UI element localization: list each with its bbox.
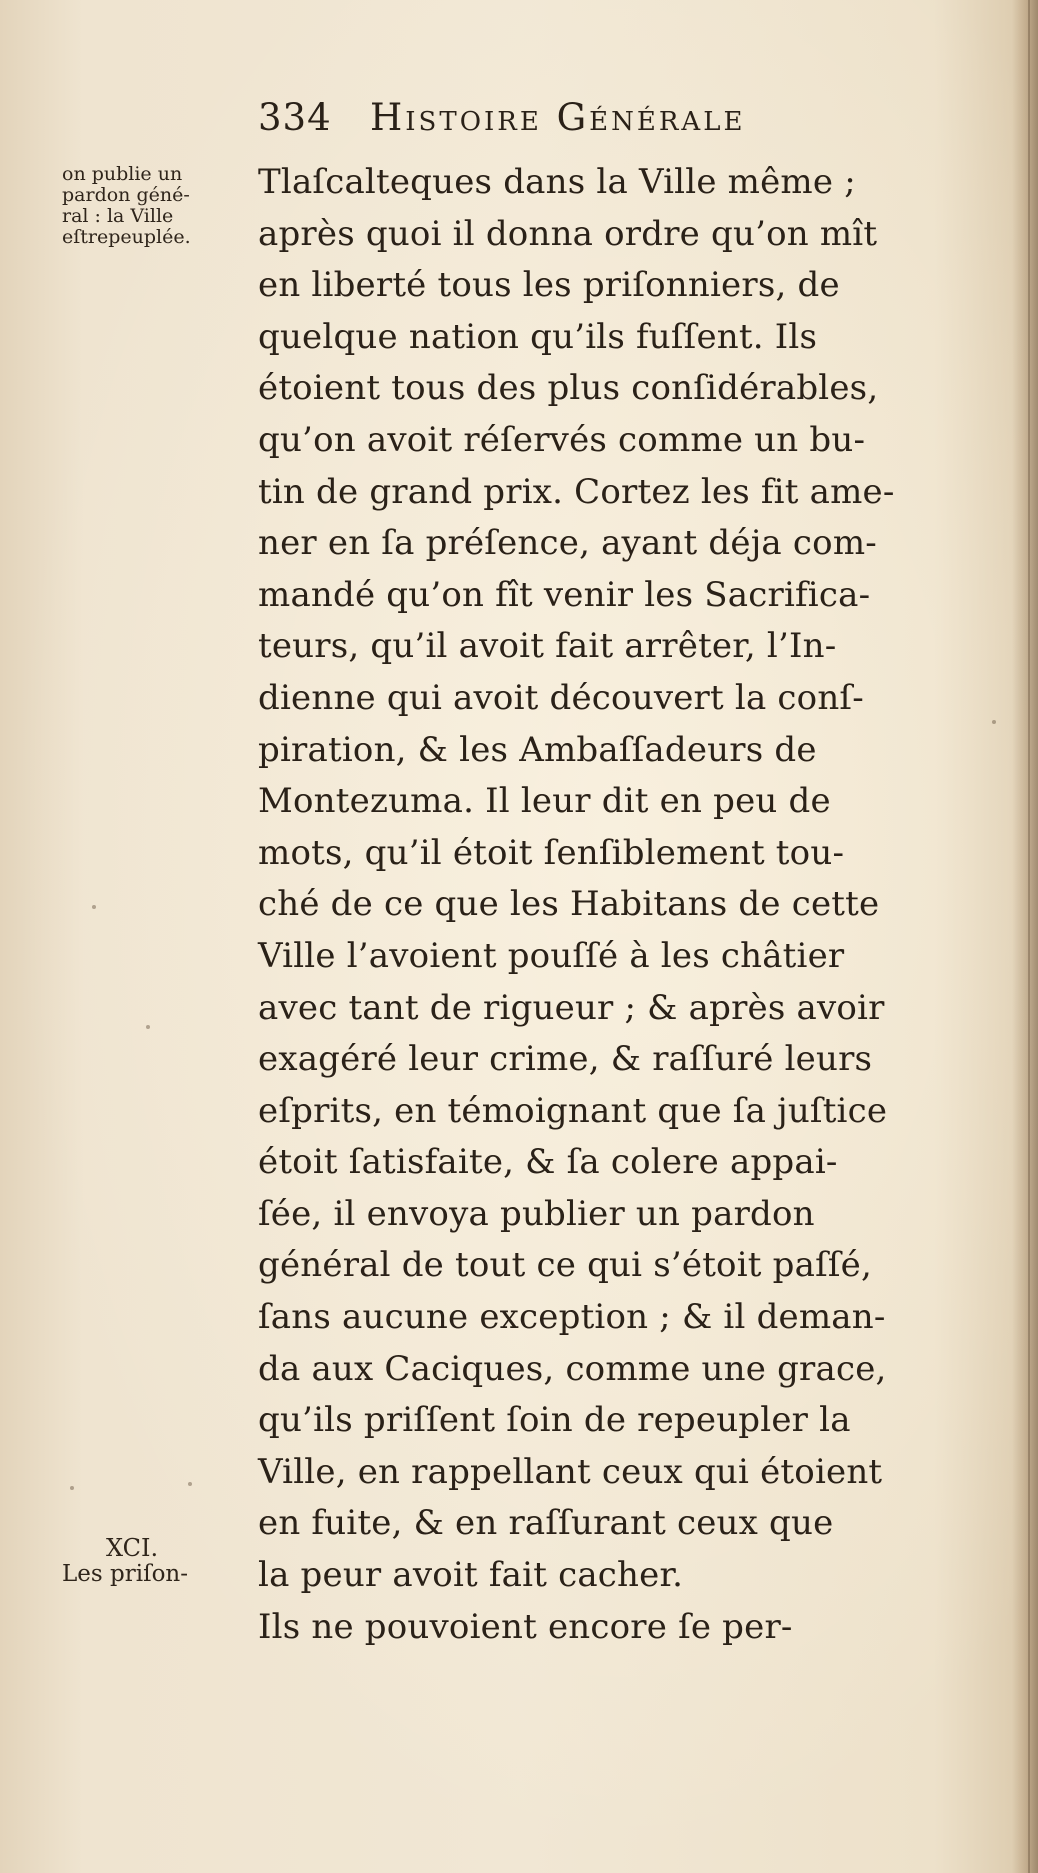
text-line: avec tant de rigueur ; & après avoir <box>258 987 885 1028</box>
paper-speck <box>188 1482 192 1486</box>
paper-speck <box>146 1025 150 1029</box>
page-number: 334 <box>258 96 332 139</box>
page-edge-line <box>1028 0 1030 1873</box>
text-line: qu’ils priſſent ſoin de repeupler la <box>258 1400 851 1441</box>
text-line: teurs, qu’il avoit fait arrêter, l’In- <box>258 626 837 667</box>
text-line: général de tout ce qui s’étoit paſſé, <box>258 1245 873 1286</box>
text-line: exagéré leur crime, & raſſuré leurs <box>258 1039 873 1080</box>
text-line: en fuite, & en raſſurant ceux que <box>258 1503 834 1544</box>
text-line: quelque nation qu’ils fuſſent. Ils <box>258 316 818 357</box>
text-line: ché de ce que les Habitans de cette <box>258 884 880 925</box>
margin-note-line: on publie un <box>62 163 183 185</box>
page-header <box>258 96 908 152</box>
text-line: en liberté tous les priſonniers, de <box>258 265 840 306</box>
margin-note-top <box>62 164 252 248</box>
text-line: tin de grand prix. Cortez les fit ame- <box>258 471 895 512</box>
text-line: qu’on avoit réſervés comme un bu- <box>258 419 866 460</box>
running-title: Histoire Générale <box>370 96 746 139</box>
text-line: Montezuma. Il leur dit en peu de <box>258 781 831 822</box>
text-line: piration, & les Ambaſſadeurs de <box>258 729 817 770</box>
text-line: étoit ſatisfaite, & ſa colere appai- <box>258 1142 838 1183</box>
text-line: ner en ſa préſence, ayant déja com- <box>258 523 877 564</box>
paper-speck <box>70 1486 74 1490</box>
text-line: la peur avoit fait cacher. <box>258 1555 684 1596</box>
text-line: da aux Caciques, comme une grace, <box>258 1348 887 1389</box>
margin-note-line: Les priſon- <box>62 1561 189 1587</box>
text-line: ſans aucune exception ; & il deman- <box>258 1297 886 1338</box>
paper-speck <box>992 720 996 724</box>
text-line: Tlaſcalteques dans la Ville même ; <box>258 162 856 202</box>
text-line: dienne qui avoit découvert la conſ- <box>258 677 864 718</box>
text-line: Ville l’avoient pouſſé à les châtier <box>258 935 845 976</box>
text-line: mots, qu’il étoit ſenſiblement tou- <box>258 832 845 873</box>
margin-note-line: pardon géné- <box>62 184 190 206</box>
page-edge-shadow <box>1012 0 1038 1873</box>
margin-note-bottom <box>62 1535 252 1587</box>
text-line: eſprits, en témoignant que ſa juſtice <box>258 1090 888 1131</box>
text-line: Ville, en rappellant ceux qui étoient <box>258 1451 883 1492</box>
margin-note-line: ral : la Ville <box>62 205 174 227</box>
paper-speck <box>92 905 96 909</box>
text-line: ſée, il envoya publier un pardon <box>258 1193 815 1234</box>
section-number: XCI. <box>106 1534 159 1562</box>
text-line: après quoi il donna ordre qu’on mît <box>258 213 878 254</box>
text-line: mandé qu’on fît venir les Sacrifica- <box>258 574 871 615</box>
margin-note-line: eſtrepeuplée. <box>62 226 191 248</box>
text-line: étoient tous des plus conſidérables, <box>258 368 879 409</box>
text-line: Ils ne pouvoient encore ſe per- <box>258 1606 793 1647</box>
body-text <box>258 157 958 1653</box>
